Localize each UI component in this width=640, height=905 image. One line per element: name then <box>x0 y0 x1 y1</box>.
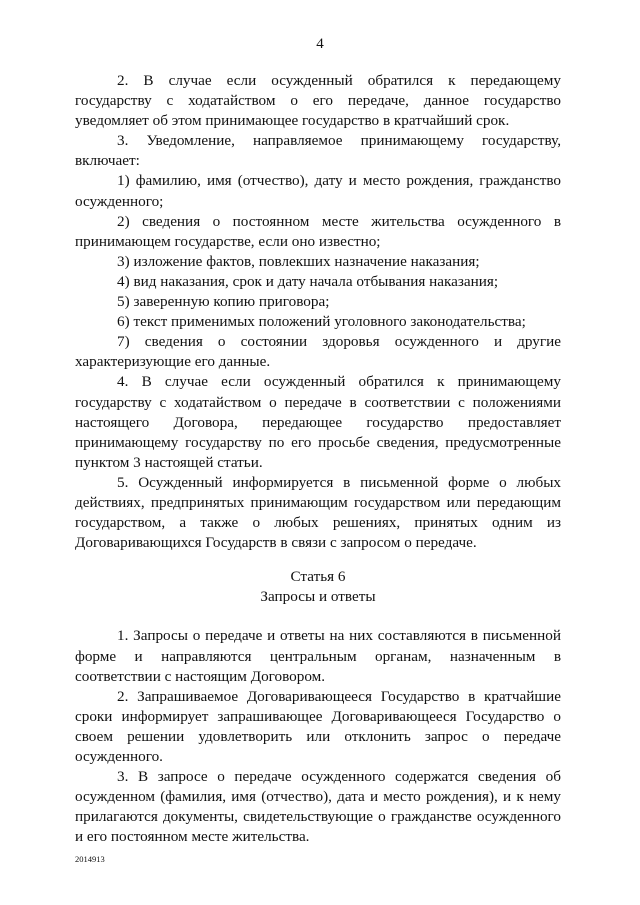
section-article-5-continuation <box>75 71 561 553</box>
list-item: 1) фамилию, имя (отчество), дату и место рождения, гражданство осужденного; <box>75 172 561 210</box>
paragraph: 3. Уведомление, направляемое принимающему государству, включает: <box>75 132 561 170</box>
paragraph: 2. В случае если осужденный обратился к передающему государству с ходатайством о его передаче, данное государство уведомляет об этом принимающее государство в кратчайший срок. <box>75 72 561 130</box>
paragraph: 2. Запрашиваемое Договаривающееся Государство в кратчайшие сроки информирует запрашивающее Договаривающееся Государство о своем решении удовлетворить или отклонить запрос о передаче осужденного. <box>75 687 561 765</box>
section-article-6 <box>75 626 561 847</box>
list-item: 5) заверенную копию приговора; <box>117 293 330 311</box>
page-number: 4 <box>316 36 324 52</box>
list-item: 7) сведения о состоянии здоровья осужденного и другие характеризующие его данные. <box>75 333 561 371</box>
paragraph: 5. Осужденный информируется в письменной форме о любых действиях, предпринятых принимающим государством или передающим государством, а также о любых решениях, принятых одним из Договаривающихся Государств в связи с запросом о передаче. <box>75 473 561 552</box>
paragraph: 3. В запросе о передаче осужденного содержатся сведения об осужденном (фамилия, имя (отчество), дата и место рождения), и к нему прилагаются документы, свидетельствующие о гражданстве осужденного и его постоянном месте жительства. <box>75 768 561 846</box>
list-item: 2) сведения о постоянном месте жительства осужденного в принимающем государстве, если оно известно; <box>75 212 561 250</box>
list-item: 3) изложение фактов, повлекших назначение наказания; <box>117 252 480 270</box>
document-code: 2014913 <box>75 854 105 864</box>
list-item: 6) текст применимых положений уголовного законодательства; <box>117 313 526 331</box>
paragraph: 1. Запросы о передаче и ответы на них составляются в письменной форме и направляются центральным органам, назначенным в соответствии с настоящим Договором. <box>75 627 561 685</box>
paragraph: 4. В случае если осужденный обратился к принимающему государству с ходатайством о передаче в соответствии с положениями настоящего Договора, передающее государство предоставляет принимающему государству по его просьбе сведения, предусмотренные пунктом 3 настоящей статьи. <box>75 373 561 471</box>
article-number: Статья 6 <box>290 568 346 586</box>
list-item: 4) вид наказания, срок и дату начала отбывания наказания; <box>117 272 499 290</box>
article-title: Запросы и ответы <box>260 588 376 606</box>
document-body <box>75 71 561 847</box>
